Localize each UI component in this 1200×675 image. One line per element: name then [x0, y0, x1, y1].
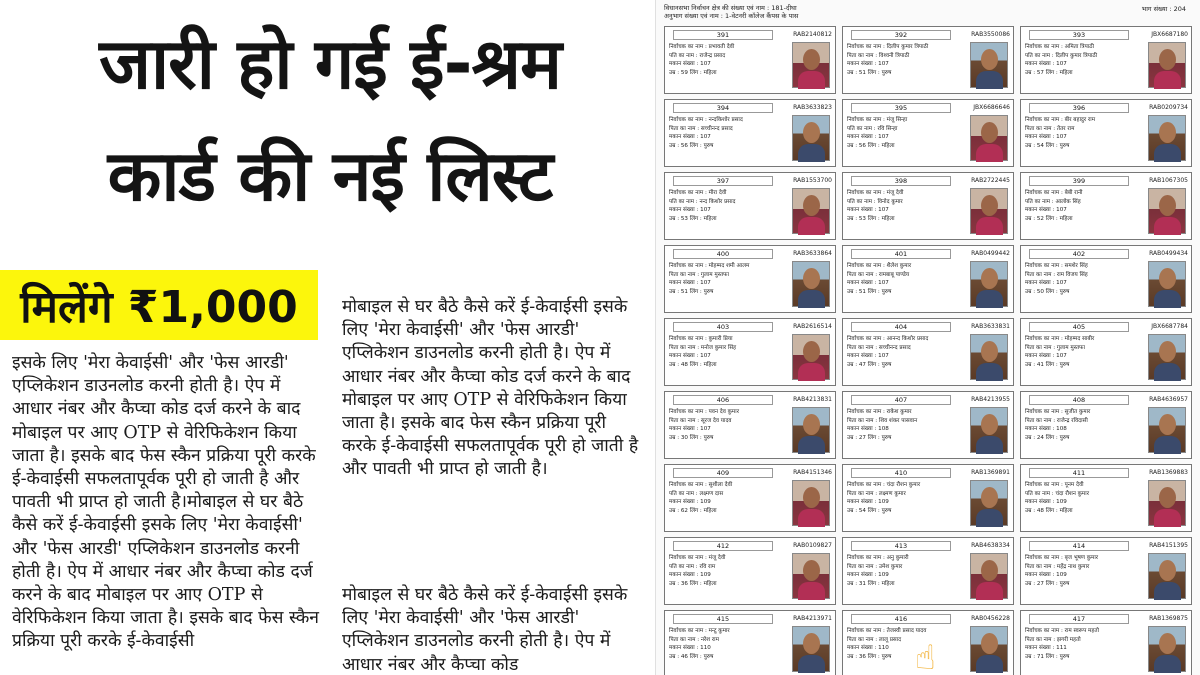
- epic-number: RAB0209734: [1149, 104, 1188, 111]
- voter-relation: पिता का नाम : गुलाम मुस्तफा: [669, 271, 729, 278]
- voter-name: निर्वाचक का नाम : कुमारी प्रिया: [669, 336, 733, 342]
- epic-number: RAB1067305: [1149, 177, 1188, 184]
- voter-house-number: मकान संख्या : 107: [1025, 280, 1067, 287]
- voter-card: [1020, 26, 1192, 94]
- voter-house-number: मकान संख्या : 107: [669, 207, 711, 214]
- voter-age-gender: उम्र : 51 लिंग : पुरुष: [847, 288, 892, 295]
- voter-serial-number: 404: [851, 322, 951, 332]
- voter-serial-number: 416: [851, 614, 951, 624]
- voter-details: [1025, 481, 1145, 515]
- voter-house-number: मकान संख्या : 109: [669, 499, 711, 506]
- voter-list-header: [656, 0, 1200, 24]
- voter-card: [664, 391, 836, 459]
- epic-number: RAB4638334: [971, 542, 1010, 549]
- voter-house-number: मकान संख्या : 107: [669, 280, 711, 287]
- voter-serial-number: 398: [851, 176, 951, 186]
- voter-house-number: मकान संख्या : 107: [669, 61, 711, 68]
- voter-name: निर्वाचक का नाम : अमिता त्रिपाठी: [1025, 44, 1094, 50]
- voter-name: निर्वाचक का नाम : मन्टू कुमार: [669, 628, 730, 634]
- voter-serial-number: 400: [673, 249, 773, 259]
- voter-details: [847, 554, 967, 588]
- voter-photo: [1148, 407, 1186, 453]
- voter-serial-number: 395: [851, 103, 951, 113]
- voter-serial-number: 410: [851, 468, 951, 478]
- voter-house-number: मकान संख्या : 107: [847, 280, 889, 287]
- voter-details: [847, 408, 967, 442]
- voter-relation: पिता का नाम : रामबाबू पाण्डेय: [847, 271, 910, 278]
- voter-age-gender: उम्र : 59 लिंग : महिला: [669, 69, 717, 76]
- voter-name: निर्वाचक का नाम : नन्दकिशोर प्रसाद: [669, 117, 743, 123]
- voter-house-number: मकान संख्या : 109: [1025, 572, 1067, 579]
- voter-age-gender: उम्र : 31 लिंग : महिला: [847, 580, 895, 587]
- voter-details: [669, 481, 789, 515]
- voter-relation: पिता का नाम : झगरी महतो: [1025, 636, 1081, 643]
- voter-details: [847, 335, 967, 369]
- voter-serial-number: 406: [673, 395, 773, 405]
- voter-card: [842, 172, 1014, 240]
- voter-house-number: मकान संख्या : 107: [847, 61, 889, 68]
- voter-photo: [1148, 553, 1186, 599]
- pointing-hand-icon: ☝: [915, 638, 936, 675]
- voter-relation: पिता का नाम : तेतर राम: [1025, 125, 1075, 132]
- voter-serial-number: 401: [851, 249, 951, 259]
- voter-details: [847, 116, 967, 150]
- voter-photo: [970, 407, 1008, 453]
- epic-number: JBX6686646: [973, 104, 1010, 111]
- epic-number: RAB4213971: [793, 615, 832, 622]
- voter-house-number: मकान संख्या : 107: [1025, 61, 1067, 68]
- voter-photo: [970, 626, 1008, 672]
- voter-name: निर्वाचक का नाम : शैलेश कुमार: [847, 263, 912, 269]
- voter-serial-number: 402: [1029, 249, 1129, 259]
- voter-photo: [1148, 480, 1186, 526]
- voter-details: [1025, 189, 1145, 223]
- voter-relation: पति का नाम : राजेन्द्र प्रसाद: [669, 52, 726, 59]
- voter-details: [1025, 335, 1145, 369]
- voter-card: [842, 318, 1014, 386]
- voter-list-image: [655, 0, 1200, 675]
- voter-photo: [792, 261, 830, 307]
- voter-photo: [792, 553, 830, 599]
- voter-age-gender: उम्र : 51 लिंग : पुरुष: [847, 69, 892, 76]
- voter-relation: पति का नाम : चंदा रौशन कुमार: [1025, 490, 1090, 497]
- voter-age-gender: उम्र : 52 लिंग : महिला: [1025, 215, 1073, 222]
- voter-house-number: मकान संख्या : 108: [847, 426, 889, 433]
- voter-photo: [792, 407, 830, 453]
- voter-serial-number: 403: [673, 322, 773, 332]
- epic-number: RAB3633823: [793, 104, 832, 111]
- voter-house-number: मकान संख्या : 111: [1025, 645, 1067, 652]
- epic-number: RAB4151346: [793, 469, 832, 476]
- voter-relation: पिता का नाम : गुलाम मुस्तफा: [1025, 344, 1085, 351]
- headline-line-1: जारी हो गई ई-श्रम: [99, 23, 561, 105]
- epic-number: RAB3550086: [971, 31, 1010, 38]
- voter-card: [1020, 172, 1192, 240]
- voter-card: [842, 26, 1014, 94]
- voter-photo: [970, 42, 1008, 88]
- voter-photo: [792, 42, 830, 88]
- voter-name: निर्वाचक का नाम : बीर बहादुर राम: [1025, 117, 1096, 123]
- voter-photo: [970, 188, 1008, 234]
- voter-age-gender: उम्र : 54 लिंग : पुरुष: [1025, 142, 1070, 149]
- voter-age-gender: उम्र : 57 लिंग : महिला: [1025, 69, 1073, 76]
- voter-relation: पिता का नाम : शिव शंकर पासवान: [847, 417, 918, 424]
- voter-details: [669, 408, 789, 442]
- epic-number: RAB0456228: [971, 615, 1010, 622]
- voter-house-number: मकान संख्या : 107: [847, 353, 889, 360]
- voter-age-gender: उम्र : 47 लिंग : पुरुष: [847, 361, 892, 368]
- voter-serial-number: 415: [673, 614, 773, 624]
- voter-relation: पिता का नाम : महेंद्र नाथ कुमार: [1025, 563, 1090, 570]
- voter-card: [664, 464, 836, 532]
- voter-details: [1025, 554, 1145, 588]
- voter-age-gender: उम्र : 46 लिंग : पुरुष: [669, 653, 714, 660]
- voter-card: [842, 537, 1014, 605]
- voter-age-gender: उम्र : 48 लिंग : महिला: [669, 361, 717, 368]
- voter-house-number: मकान संख्या : 107: [669, 134, 711, 141]
- voter-relation: पिता का नाम : लक्ष्मण कुमार: [847, 490, 906, 497]
- voter-house-number: मकान संख्या : 107: [1025, 134, 1067, 141]
- voter-photo: [792, 334, 830, 380]
- voter-card-grid: [664, 26, 1196, 675]
- voter-card: [664, 318, 836, 386]
- voter-card: [1020, 537, 1192, 605]
- voter-house-number: मकान संख्या : 108: [1025, 426, 1067, 433]
- voter-serial-number: 417: [1029, 614, 1129, 624]
- voter-photo: [970, 480, 1008, 526]
- voter-house-number: मकान संख्या : 109: [1025, 499, 1067, 506]
- voter-house-number: मकान संख्या : 109: [847, 572, 889, 579]
- voter-photo: [1148, 42, 1186, 88]
- voter-details: [847, 43, 967, 77]
- voter-details: [1025, 262, 1145, 296]
- voter-serial-number: 397: [673, 176, 773, 186]
- voter-age-gender: उम्र : 36 लिंग : पुरुष: [847, 653, 892, 660]
- voter-card: [664, 172, 836, 240]
- epic-number: RAB1369883: [1149, 469, 1188, 476]
- promo-text: मिलेंगे ₹1,000: [20, 282, 298, 333]
- voter-age-gender: उम्र : 27 लिंग : पुरुष: [847, 434, 892, 441]
- epic-number: RAB0499434: [1149, 250, 1188, 257]
- voter-name: निर्वाचक का नाम : राकेश कुमार: [847, 409, 912, 415]
- voter-photo: [1148, 188, 1186, 234]
- voter-age-gender: उम्र : 53 लिंग : महिला: [669, 215, 717, 222]
- voter-name: निर्वाचक का नाम : आनन्द किशोर प्रसाद: [847, 336, 929, 342]
- voter-age-gender: उम्र : 56 लिंग : पुरुष: [669, 142, 714, 149]
- voter-details: [1025, 627, 1145, 661]
- voter-house-number: मकान संख्या : 109: [847, 499, 889, 506]
- voter-photo: [1148, 334, 1186, 380]
- voter-name: निर्वाचक का नाम : मोहम्मद साबीर: [1025, 336, 1095, 342]
- epic-number: RAB0109827: [793, 542, 832, 549]
- voter-details: [1025, 43, 1145, 77]
- voter-card: [664, 537, 836, 605]
- voter-house-number: मकान संख्या : 107: [1025, 207, 1067, 214]
- voter-card: [1020, 610, 1192, 675]
- epic-number: RAB2616514: [793, 323, 832, 330]
- voter-card: [664, 99, 836, 167]
- voter-relation: पिता का नाम : सच्चीनन्द प्रसाद: [847, 344, 911, 351]
- epic-number: RAB3633864: [793, 250, 832, 257]
- epic-number: RAB0499442: [971, 250, 1010, 257]
- epic-number: RAB1553700: [793, 177, 832, 184]
- voter-serial-number: 414: [1029, 541, 1129, 551]
- voter-age-gender: उम्र : 53 लिंग : महिला: [847, 215, 895, 222]
- voter-details: [1025, 116, 1145, 150]
- voter-details: [669, 627, 789, 661]
- epic-number: RAB2140812: [793, 31, 832, 38]
- epic-number: RAB1369891: [971, 469, 1010, 476]
- voter-card: [842, 464, 1014, 532]
- voter-relation: पिता का नाम : विश्वनी त्रिपाठी: [847, 52, 910, 59]
- voter-details: [847, 481, 967, 515]
- voter-photo: [792, 188, 830, 234]
- voter-relation: पिता का नाम : राम विजय सिंह: [1025, 271, 1088, 278]
- voter-house-number: मकान संख्या : 107: [669, 353, 711, 360]
- voter-relation: पिता का नाम : सूरज देव यादव: [669, 417, 732, 424]
- voter-age-gender: उम्र : 24 लिंग : पुरुष: [1025, 434, 1070, 441]
- voter-name: निर्वाचक का नाम : पवन देव कुमार: [669, 409, 740, 415]
- article-column-1: इसके लिए 'मेरा केवाईसी' और 'फेस आरडी' एप्लिकेशन डाउनलोड करनी होती है। ऐप में आधार नंबर और कैप्चा कोड दर्ज करने के बाद मोबाइल पर आए OTP से वेरिफिकेशन किया जाता है। इसके बाद फेस स्कैन प्रक्रिया पूरी करके ई-केवाईसी सफलतापूर्वक पूरी हो जाती है और पावती भी प्राप्त हो जाती है।मोबाइल से घर बैठे कैसे करें ई-केवाईसी इसके लिए 'मेरा केवाईसी' और 'फेस आरडी' एप्लिकेशन डाउनलोड करनी होती है। ऐप में आधार नंबर और कैप्चा कोड दर्ज करने के बाद मोबाइल पर आए OTP से वेरिफिकेशन किया जाता है। इसके बाद फेस स्कैन प्रक्रिया पूरी करके ई-केवाईसी: [12, 353, 320, 652]
- voter-relation: पिता का नाम : लालू प्रसाद: [847, 636, 902, 643]
- voter-serial-number: 409: [673, 468, 773, 478]
- voter-photo: [1148, 261, 1186, 307]
- voter-relation: पति का नाम : नन्द किशोर प्रसाद: [669, 198, 736, 205]
- epic-number: RAB2722445: [971, 177, 1010, 184]
- voter-details: [669, 554, 789, 588]
- voter-name: निर्वाचक का नाम : दिलीप कुमार त्रिपाठी: [847, 44, 929, 50]
- voter-details: [669, 262, 789, 296]
- voter-serial-number: 405: [1029, 322, 1129, 332]
- voter-photo: [970, 261, 1008, 307]
- voter-relation: पिता का नाम : राजेन्द्र रविदासी: [1025, 417, 1088, 424]
- constituency-line: विधानसभा निर्वाचन क्षेत्र की संख्या एवं नाम : 181-दीघा: [664, 4, 797, 12]
- epic-number: RAB1369875: [1149, 615, 1188, 622]
- voter-age-gender: उम्र : 54 लिंग : पुरुष: [847, 507, 892, 514]
- voter-name: निर्वाचक का नाम : मीरा देवी: [669, 190, 727, 196]
- voter-details: [669, 43, 789, 77]
- voter-serial-number: 391: [673, 30, 773, 40]
- voter-house-number: मकान संख्या : 107: [669, 426, 711, 433]
- voter-card: [842, 245, 1014, 313]
- voter-name: निर्वाचक का नाम : मंजू सिन्हा: [847, 117, 908, 123]
- voter-details: [669, 189, 789, 223]
- epic-number: JBX6687180: [1151, 31, 1188, 38]
- voter-name: निर्वाचक का नाम : पूनम देवी: [1025, 482, 1084, 488]
- voter-photo: [970, 115, 1008, 161]
- voter-photo: [1148, 115, 1186, 161]
- voter-name: निर्वाचक का नाम : समशेर सिंह: [1025, 263, 1088, 269]
- epic-number: RAB4636957: [1149, 396, 1188, 403]
- voter-photo: [970, 334, 1008, 380]
- voter-card: [842, 391, 1014, 459]
- voter-serial-number: 393: [1029, 30, 1129, 40]
- voter-age-gender: उम्र : 27 लिंग : पुरुष: [1025, 580, 1070, 587]
- voter-card: [1020, 245, 1192, 313]
- voter-details: [1025, 408, 1145, 442]
- voter-house-number: मकान संख्या : 110: [847, 645, 889, 652]
- voter-house-number: मकान संख्या : 107: [847, 207, 889, 214]
- headline-line-2: कार्ड की नई लिस्ट: [107, 135, 553, 217]
- voter-card: [664, 26, 836, 94]
- voter-card: [1020, 464, 1192, 532]
- voter-age-gender: उम्र : 36 लिंग : महिला: [669, 580, 717, 587]
- voter-name: निर्वाचक का नाम : अनु कुमारी: [847, 555, 909, 561]
- voter-house-number: मकान संख्या : 109: [669, 572, 711, 579]
- voter-name: निर्वाचक का नाम : प्रभावती देवी: [669, 44, 735, 50]
- voter-name: निर्वाचक का नाम : राम स्वरूप महतो: [1025, 628, 1100, 634]
- voter-photo: [792, 480, 830, 526]
- headline: [0, 8, 660, 232]
- voter-name: निर्वाचक का नाम : सुजीत कुमार: [1025, 409, 1091, 415]
- voter-serial-number: 394: [673, 103, 773, 113]
- voter-name: निर्वाचक का नाम : तेजस्वी प्रसाद यादव: [847, 628, 927, 634]
- voter-name: निर्वाचक का नाम : मोहम्मद शमी आलम: [669, 263, 750, 269]
- voter-serial-number: 392: [851, 30, 951, 40]
- voter-photo: [970, 553, 1008, 599]
- voter-relation: पति का नाम : दिलीप कुमार त्रिपाठी: [1025, 52, 1098, 59]
- voter-serial-number: 413: [851, 541, 951, 551]
- voter-serial-number: 411: [1029, 468, 1129, 478]
- voter-relation: पति का नाम : आलोक सिंह: [1025, 198, 1081, 205]
- voter-age-gender: उम्र : 50 लिंग : पुरुष: [1025, 288, 1070, 295]
- article-column-3: मोबाइल से घर बैठे कैसे करें ई-केवाईसी इसके लिए 'मेरा केवाईसी' और 'फेस आरडी' एप्लिकेशन डाउनलोड करनी होती है। ऐप में आधार नंबर और कैप्चा कोड: [342, 585, 628, 675]
- voter-age-gender: उम्र : 48 लिंग : महिला: [1025, 507, 1073, 514]
- voter-serial-number: 412: [673, 541, 773, 551]
- voter-house-number: मकान संख्या : 110: [669, 645, 711, 652]
- voter-photo: [1148, 626, 1186, 672]
- voter-house-number: मकान संख्या : 107: [847, 134, 889, 141]
- epic-number: RAB4213831: [793, 396, 832, 403]
- voter-relation: पिता का नाम : नरेश राम: [669, 636, 719, 643]
- voter-name: निर्वाचक का नाम : चंदा रौशन कुमार: [847, 482, 921, 488]
- voter-details: [847, 262, 967, 296]
- voter-name: निर्वाचक का नाम : मंजू देवी: [669, 555, 726, 561]
- voter-name: निर्वाचक का नाम : मंजू देवी: [847, 190, 904, 196]
- epic-number: RAB3633831: [971, 323, 1010, 330]
- voter-details: [847, 189, 967, 223]
- voter-age-gender: उम्र : 51 लिंग : पुरुष: [669, 288, 714, 295]
- voter-card: [1020, 318, 1192, 386]
- voter-relation: पति का नाम : विनोद कुमार: [847, 198, 903, 205]
- voter-relation: पति का नाम : लक्ष्मण दास: [669, 490, 724, 497]
- epic-number: RAB4151395: [1149, 542, 1188, 549]
- voter-relation: पति का नाम : रवि सिन्हा: [847, 125, 898, 132]
- section-line: अनुभाग संख्या एवं नाम : 1-वेटनरी कॉलेज कैंपस के पास: [664, 12, 799, 20]
- voter-photo: [792, 115, 830, 161]
- part-number: भाग संख्या : 204: [1141, 5, 1186, 13]
- voter-relation: पिता का नाम : मनोज कुमार सिंह: [669, 344, 737, 351]
- voter-relation: पिता का नाम : उमेश कुमार: [847, 563, 903, 570]
- voter-serial-number: 396: [1029, 103, 1129, 113]
- voter-relation: पिता का नाम : सच्चीनन्द प्रसाद: [669, 125, 733, 132]
- voter-details: [669, 335, 789, 369]
- voter-card: [664, 610, 836, 675]
- voter-card: [664, 245, 836, 313]
- voter-name: निर्वाचक का नाम : बेबी रानी: [1025, 190, 1083, 196]
- promo-banner: [0, 270, 318, 340]
- voter-age-gender: उम्र : 30 लिंग : पुरुष: [669, 434, 714, 441]
- epic-number: RAB4213955: [971, 396, 1010, 403]
- voter-age-gender: उम्र : 62 लिंग : महिला: [669, 507, 717, 514]
- voter-serial-number: 399: [1029, 176, 1129, 186]
- voter-card: [1020, 391, 1192, 459]
- voter-house-number: मकान संख्या : 107: [1025, 353, 1067, 360]
- voter-card: [1020, 99, 1192, 167]
- voter-relation: पति का नाम : रवि राम: [669, 563, 716, 570]
- voter-age-gender: उम्र : 56 लिंग : महिला: [847, 142, 895, 149]
- voter-age-gender: उम्र : 41 लिंग : पुरुष: [1025, 361, 1070, 368]
- voter-card: [842, 99, 1014, 167]
- voter-name: निर्वाचक का नाम : सुशीला देवी: [669, 482, 733, 488]
- voter-age-gender: उम्र : 71 लिंग : पुरुष: [1025, 653, 1070, 660]
- voter-details: [669, 116, 789, 150]
- voter-photo: [792, 626, 830, 672]
- epic-number: JBX6687784: [1151, 323, 1188, 330]
- article-column-2: मोबाइल से घर बैठे कैसे करें ई-केवाईसी इसके लिए 'मेरा केवाईसी' और 'फेस आरडी' एप्लिकेशन डाउनलोड करनी होती है। ऐप में आधार नंबर और कैप्चा कोड दर्ज करने के बाद मोबाइल पर आए OTP से वेरिफिकेशन किया जाता है। इसके बाद फेस स्कैन प्रक्रिया पूरी करके ई-केवाईसी सफलतापूर्वक पूरी हो जाती है और पावती भी प्राप्त हो जाती है।: [342, 297, 639, 480]
- voter-serial-number: 407: [851, 395, 951, 405]
- voter-name: निर्वाचक का नाम : बृज भूषण कुमार: [1025, 555, 1099, 561]
- voter-serial-number: 408: [1029, 395, 1129, 405]
